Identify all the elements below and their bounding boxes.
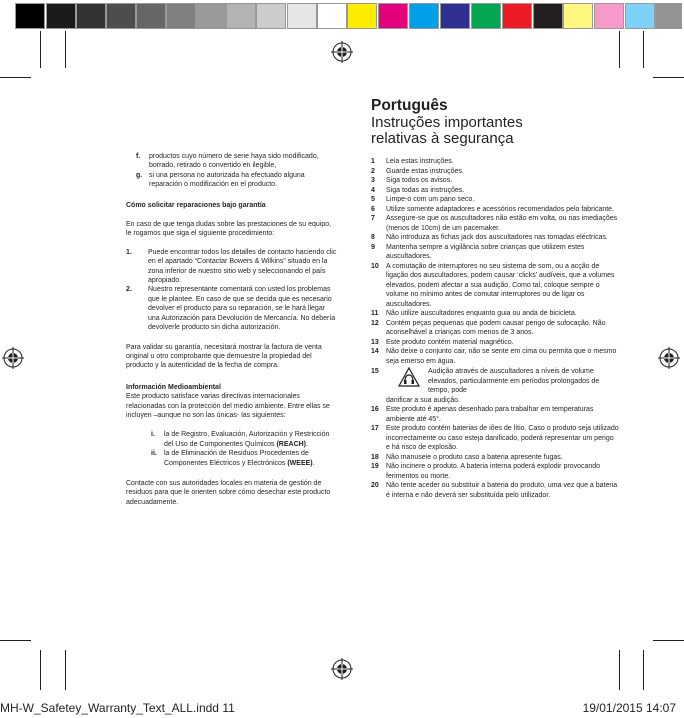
item-number: 17: [371, 425, 379, 432]
item-number: 8: [371, 234, 375, 241]
list-marker: f.: [136, 153, 141, 160]
list-text: la de Eliminación de Residuos Procedentes de Componentes Eléctricos y Electrónicos: [164, 450, 309, 467]
item-text: Este produto contém baterias de iões de lítio. Caso o produto seja utilizado incorrectamente ou caso esteja danificado, poderá representar um perigo e há risco de explosão.: [386, 425, 619, 451]
list-marker: 1.: [126, 248, 132, 256]
item-number: 1: [371, 158, 375, 165]
list-item: [371, 243, 619, 262]
registration-mark-top: [331, 41, 353, 63]
item-text: Guarde estas instruções.: [386, 167, 464, 175]
list-item: [371, 195, 619, 205]
list-item: [126, 152, 337, 171]
list-text: Nuestro representante comentará con usted los problemas que le plantee. En caso de que se decida que es necesario devolver el producto para su reparación, se le hará llegar una Autorización para Devolución de Mercancía. No debería devolverle producto sin dicha autorización.: [148, 286, 336, 332]
item-text-continued: danificar a sua audição.: [386, 396, 460, 404]
item-text: Limpe-o com um pano seco.: [386, 196, 475, 203]
list-item: [371, 309, 619, 319]
hearing-warning-icon: [398, 367, 420, 393]
color-swatch: [533, 3, 563, 29]
registration-mark-right: [658, 347, 680, 369]
list-item: [371, 319, 619, 338]
list-item-hearing: [371, 367, 619, 405]
list-text: la de Registro, Evaluación, Autorización y Restricción del Uso de Componentes Químicos: [164, 431, 330, 448]
color-swatch: [226, 3, 256, 29]
list-text: productos cuyo número de serie haya sido modificado, borrado, retirado o convertido en ilegible,: [149, 153, 319, 170]
item-number: 2: [371, 167, 375, 175]
item-number: 7: [371, 215, 375, 222]
list-item: [126, 285, 337, 332]
item-text: Este produto é apenas desenhado para trabalhar em temperaturas ambiente até 45°.: [386, 406, 594, 423]
item-number: 4: [371, 186, 375, 194]
color-calibration-bar: [0, 0, 684, 32]
list-item: [371, 214, 619, 233]
item-text: A comutação de interruptores no seu sistema de som, ou a acção de ligação dos auscultadores, podem causar ‘clicks’ audíveis, que a volumes elevados, podem afectar a sua audição. Como tal, coloque sempre o volume no mínimo antes de comutar interruptores ou de ligar os auscultadores.: [386, 262, 615, 308]
item-text: Não utilize auscultadores enquanto guia ou anda de bicicleta.: [386, 310, 577, 317]
item-number: 3: [371, 177, 375, 184]
color-swatch: [166, 3, 196, 29]
spanish-warranty-column: [126, 152, 337, 507]
color-swatch: [502, 3, 532, 29]
item-text: Contém peças pequenas que podem causar perigo de sufocação. Não aconselhável a crianças com menos de 3 anos.: [386, 319, 606, 336]
item-text: Este produto contém material magnético.: [386, 338, 514, 346]
list-item: [371, 233, 619, 243]
item-number: 5: [371, 196, 375, 203]
item-number: 10: [371, 262, 379, 270]
color-swatch: [136, 3, 166, 29]
list-marker: i.: [151, 431, 155, 439]
registration-mark-bottom: [331, 658, 353, 680]
paragraph-validate: Para validar su garantía, necesitará mostrar la factura de venta original u otro comprobante que demuestre la propiedad del producto y la autenticidad de la fecha de compra.: [126, 343, 322, 370]
item-number: 20: [371, 482, 379, 489]
paragraph-repairs: En caso de que tenga dudas sobre las prestaciones de su equipo, le rogamos que siga el siguiente procedimiento:: [126, 221, 332, 238]
color-swatch: [440, 3, 470, 29]
list-item: [371, 481, 619, 500]
list-bold: (WEEE): [287, 459, 313, 467]
color-swatch: [46, 3, 76, 29]
item-number: 6: [371, 205, 375, 213]
list-item: [371, 186, 619, 196]
list-marker: 2.: [126, 286, 132, 294]
item-number: 12: [371, 319, 379, 327]
safety-instructions-list: [371, 157, 619, 500]
item-text: Não deixe o conjunto cair, não se sente em cima ou permita que o mesmo seja emerso em água.: [386, 348, 617, 365]
list-bold: (REACH): [276, 440, 307, 448]
item-text: Leia estas instruções.: [386, 158, 454, 165]
item-number: 9: [371, 243, 375, 251]
list-item: [371, 262, 619, 310]
color-swatch: [347, 3, 377, 29]
list-item: [126, 430, 337, 449]
list-item: [126, 171, 337, 190]
portuguese-safety-column: [371, 97, 619, 500]
item-text: Assegure-se que os auscultadores não estão em volta, ou nas imediações (menos de 10cm) de um pacemaker.: [386, 215, 618, 232]
color-swatch: [625, 3, 655, 29]
item-number: 14: [371, 348, 379, 355]
color-swatch: [76, 3, 106, 29]
color-swatch: [655, 3, 682, 29]
item-text: Siga todos os avisos.: [386, 177, 453, 184]
paragraph-environment: Este producto satisface varias directivas internacionales relacionadas con la protección del medio ambiente. Entre ellas se incluyen –aunque no son las únicas- las siguientes:: [126, 393, 330, 419]
item-text: Não tente aceder ou substituir a bateria do produto, uma vez que a bateria é interna e não deverá ser substituída pelo utilizador.: [386, 482, 618, 499]
list-text: Puede encontrar todos los detalles de contacto haciendo clic en el apartado “Contactar Bowers & Wilkins” situado en la zona inferior de nuestro sitio web y seleccionando el país apropiado.: [148, 248, 337, 285]
color-swatch: [594, 3, 624, 29]
item-text: Mantenha sempre a vigilância sobre crianças que utilizem estes auscultadores.: [386, 243, 585, 260]
color-swatch: [287, 3, 317, 29]
list-end: .: [306, 440, 308, 448]
list-item: [371, 347, 619, 366]
item-text: Não manuseie o produto caso a bateria apresente fugas.: [386, 453, 563, 461]
list-marker: g.: [136, 171, 143, 179]
item-text: Não introduza as fichas jack dos auscultadores nas tomadas eléctricas.: [386, 234, 608, 241]
item-text: Utilize somente adaptadores e acessórios recomendados pelo fabricante.: [386, 205, 615, 213]
list-item: [371, 424, 619, 453]
list-item: [371, 405, 619, 424]
item-text: Não incinere o produto. A bateria interna poderá explodir provocando ferimentos ou morte.: [386, 463, 601, 480]
item-number: 15: [371, 368, 379, 375]
item-number: 19: [371, 463, 379, 470]
color-swatch: [317, 3, 347, 29]
color-swatch: [256, 3, 286, 29]
list-item: [371, 167, 619, 177]
item-number: 11: [371, 310, 379, 317]
item-number: 18: [371, 453, 379, 461]
heading-environment: Información Medioambiental: [126, 383, 221, 391]
paragraph-contact: Contacte con sus autoridades locales en materia de gestión de residuos para que le orienten sobre cómo desechar este producto adecuadamente.: [126, 479, 331, 506]
list-item: [371, 338, 619, 348]
item-text: Audição através de auscultadores a níveis de volume elevados, particularmente em períodos prolongados de tempo, pode: [428, 368, 600, 394]
list-text: si una persona no autorizada ha efectuado alguna reparación o modificación en el producto.: [149, 171, 305, 189]
list-marker: ii.: [151, 450, 157, 458]
slug-date: 19/01/2015 14:07: [582, 701, 676, 715]
color-swatch: [378, 3, 408, 29]
section-title: Português: [371, 97, 448, 114]
list-item: [371, 462, 619, 481]
color-swatch: [563, 3, 593, 29]
registration-mark-left: [2, 347, 24, 369]
section-subtitle: Instruções importantes relativas à segurança: [371, 114, 523, 147]
list-item: [126, 449, 337, 468]
color-swatch: [409, 3, 439, 29]
list-item: [126, 248, 337, 286]
list-item: [371, 205, 619, 215]
list-item: [371, 453, 619, 463]
color-swatch: [15, 3, 45, 29]
item-number: 16: [371, 406, 379, 413]
color-swatch: [471, 3, 501, 29]
list-end: .: [312, 459, 315, 467]
slug-filename: MH-W_Safetey_Warranty_Text_ALL.indd 11: [0, 701, 235, 715]
color-swatch: [106, 3, 136, 29]
item-text: Siga todas as instruções.: [386, 186, 465, 194]
list-item: [371, 157, 619, 167]
item-number: 13: [371, 338, 379, 346]
color-swatch: [196, 3, 226, 29]
heading-repairs: Cómo solicitar reparaciones bajo garantía: [126, 201, 266, 209]
list-item: [371, 176, 619, 186]
